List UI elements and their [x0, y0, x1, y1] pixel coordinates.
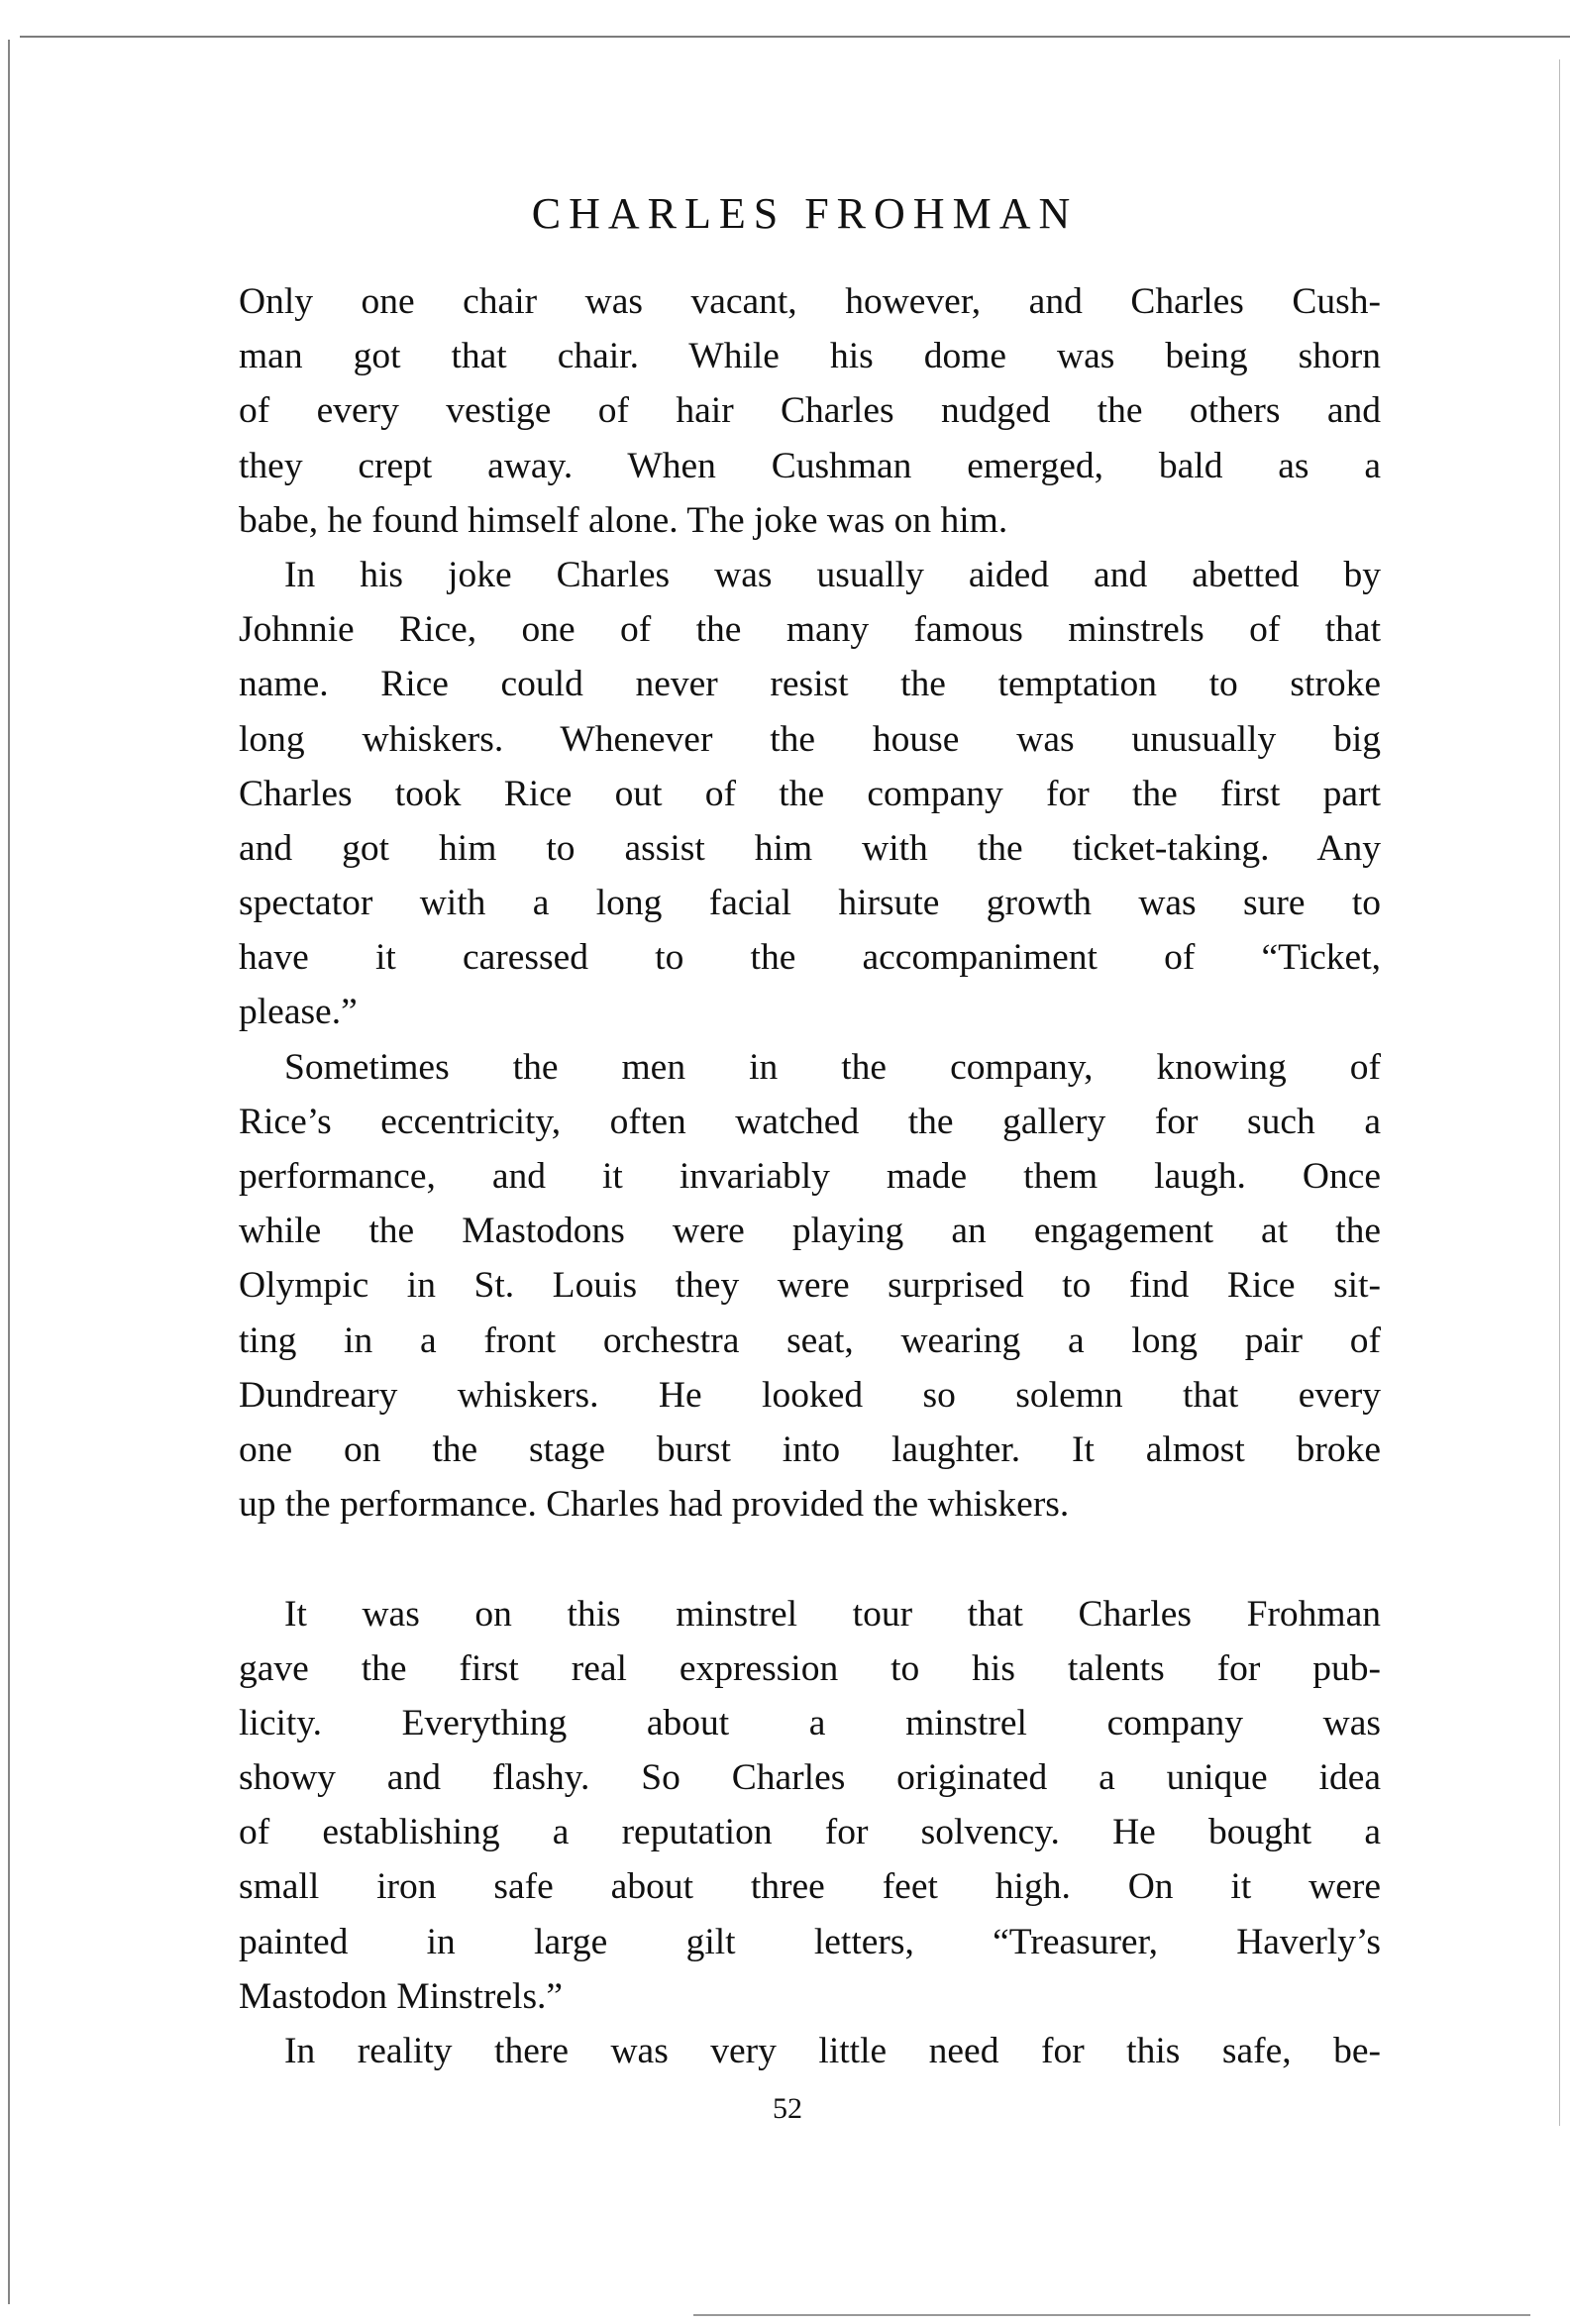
paragraph [239, 1040, 1381, 1532]
text-line: one on the stage burst into laughter. It almost broke [239, 1428, 1381, 1470]
text-line: Johnnie Rice, one of the many famous minstrels of that [239, 609, 1381, 651]
text-line: spectator with a long facial hirsute growth was sure to [239, 883, 1381, 924]
text-line: of every vestige of hair Charles nudged the others and [239, 390, 1381, 432]
text-line: please.” [239, 992, 358, 1033]
text-line: Olympic in St. Louis they were surprised to find Rice sit- [239, 1265, 1381, 1307]
paragraph [239, 1587, 1381, 2025]
text-line: small iron safe about three feet high. On it were [239, 1866, 1381, 1908]
text-line: long whiskers. Whenever the house was unusually big [239, 718, 1381, 760]
text-line: and got him to assist him with the ticket-taking. Any [239, 827, 1381, 869]
text-line: up the performance. Charles had provided the whiskers. [239, 1484, 1070, 1526]
paragraph [239, 548, 1381, 1040]
text-line: Charles took Rice out of the company for the first part [239, 773, 1381, 814]
text-line: Dundreary whiskers. He looked so solemn that every [239, 1374, 1381, 1416]
page-body [239, 274, 1381, 2078]
scan-edge-top [20, 36, 1570, 38]
text-line: of establishing a reputation for solvency. He bought a [239, 1812, 1381, 1853]
text-line: ting in a front orchestra seat, wearing a long pair of [239, 1320, 1381, 1361]
text-line: licity. Everything about a minstrel company was [239, 1702, 1381, 1743]
text-line: man got that chair. While his dome was being shorn [239, 336, 1381, 377]
text-line: performance, and it invariably made them laugh. Once [239, 1156, 1381, 1197]
scan-edge-left [8, 40, 10, 2304]
text-line: they crept away. When Cushman emerged, bald as a [239, 445, 1381, 486]
text-line: Sometimes the men in the company, knowing of [284, 1046, 1381, 1088]
text-line: In his joke Charles was usually aided and abetted by [284, 554, 1381, 595]
scan-edge-bottom [693, 2314, 1530, 2316]
text-line: name. Rice could never resist the temptation to stroke [239, 664, 1381, 705]
text-line: Rice’s eccentricity, often watched the gallery for such a [239, 1101, 1381, 1142]
page-number: 52 [773, 2092, 802, 2125]
text-line: Mastodon Minstrels.” [239, 1975, 564, 2017]
text-line: showy and flashy. So Charles originated a unique idea [239, 1757, 1381, 1799]
text-line: have it caressed to the accompaniment of “Ticket, [239, 937, 1381, 979]
text-line: In reality there was very little need for this safe, be- [284, 2031, 1381, 2071]
text-line: babe, he found himself alone. The joke was on him. [239, 499, 1008, 541]
paragraph [239, 2024, 1381, 2078]
running-head: CHARLES FROHMAN [531, 189, 1079, 238]
text-line: painted in large gilt letters, “Treasurer, Haverly’s [239, 1921, 1381, 1962]
text-line: Only one chair was vacant, however, and Charles Cush- [239, 281, 1381, 322]
text-line: It was on this minstrel tour that Charles Frohman [284, 1593, 1381, 1635]
section-gap [239, 1532, 1381, 1586]
paragraph [239, 274, 1381, 548]
scan-edge-right [1559, 59, 1560, 2126]
text-line: gave the first real expression to his talents for pub- [239, 1647, 1381, 1689]
text-line: while the Mastodons were playing an engagement at the [239, 1211, 1381, 1252]
